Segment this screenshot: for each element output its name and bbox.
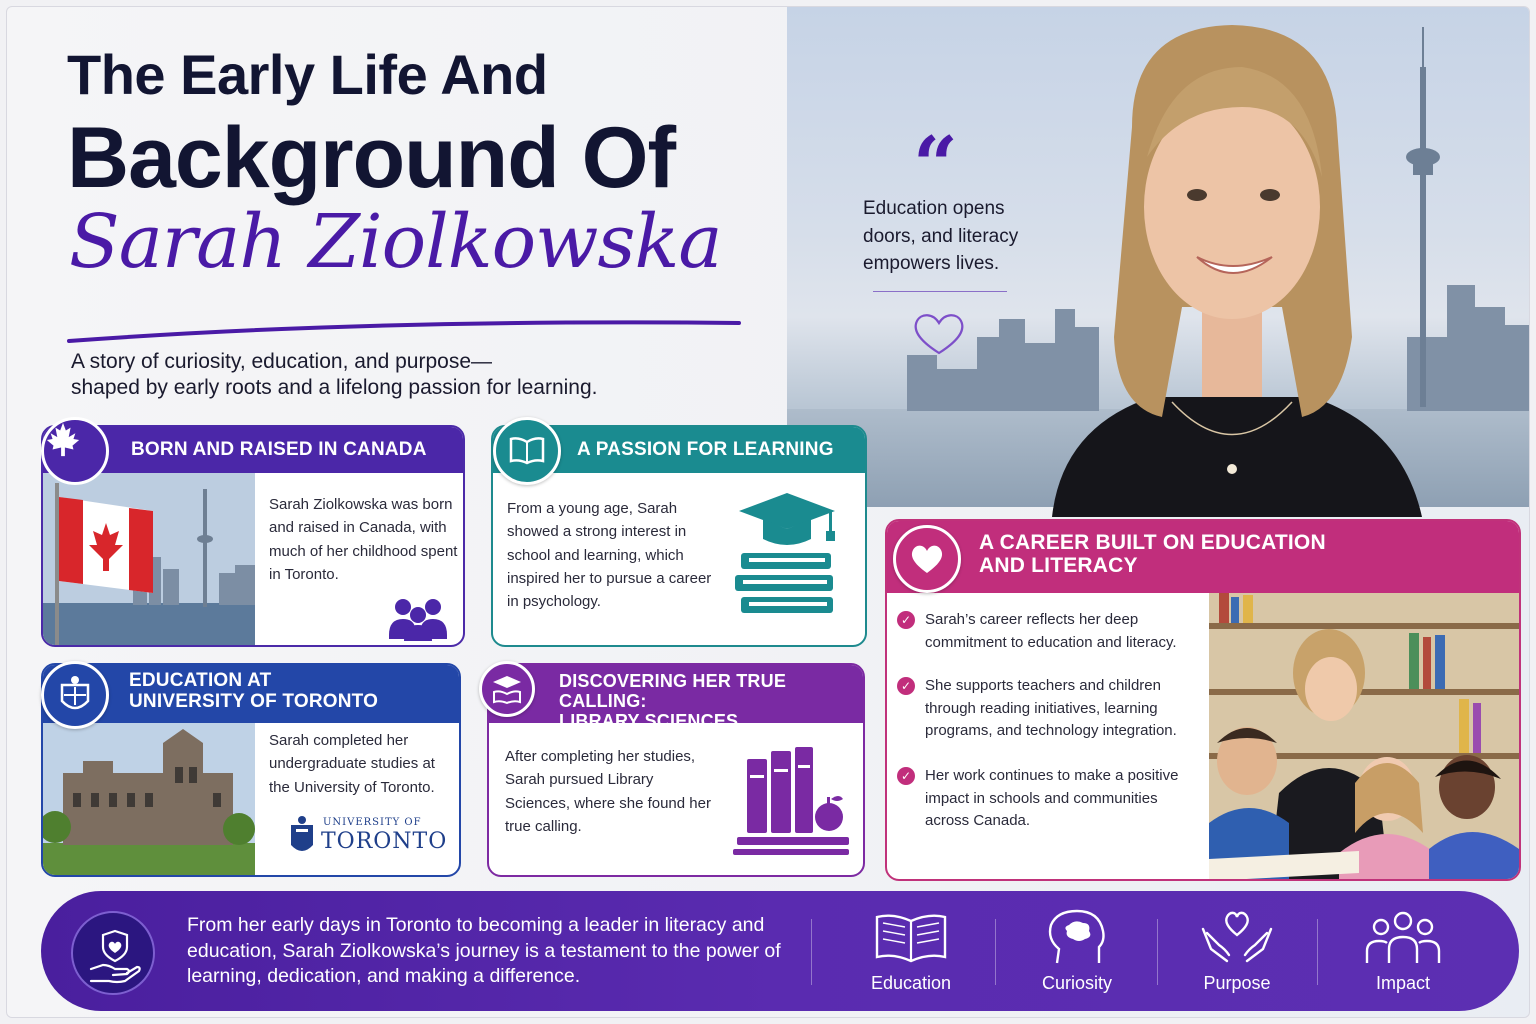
card-career-heading-1: A CAREER BUILT ON EDUCATION [979,531,1326,554]
career-point-3 [897,765,1197,833]
band-divider [1157,919,1158,985]
hands-heart-icon [1197,909,1277,965]
portrait-photo [982,7,1482,517]
hand-heart-shield-icon [71,911,155,995]
heart-icon [893,525,961,593]
check-icon: ✓ [897,611,915,629]
classroom-reading-photo [1209,593,1519,881]
card-calling-heading-2: LIBRARY SCIENCES [559,710,739,731]
career-point-1 [897,609,1197,654]
open-book-icon [871,909,951,965]
card-education-heading-2: UNIVERSITY OF TORONTO [129,690,379,712]
heart-outline-icon [911,309,967,357]
band-divider [1317,919,1318,985]
people-group-icon [387,595,449,641]
university-crest-icon [41,661,109,729]
value-impact [1333,909,1473,994]
check-icon: ✓ [897,677,915,695]
career-point-2-text: She supports teachers and children through reading initiatives, learning programs, and technology integration. [925,677,1177,739]
value-curiosity [1007,909,1147,994]
value-purpose [1167,909,1307,994]
card-education-heading-1: EDUCATION AT [129,670,272,691]
title-name: Sarah Ziolkowska [69,199,722,285]
card-true-calling [487,663,865,877]
card-passion-text: From a young age, Sarah showed a strong interest in school and learning, which inspired her to pursue a career in psychology. [507,500,712,610]
summary-text: From her early days in Toronto to becoming a leader in literacy and education, Sarah Ziolkowska’s journey is a testament to the power of learning, dedication, and making a difference. [187,914,781,988]
card-born-text: Sarah Ziolkowska was born and raised in Canada, with much of her childhood spent in Toronto. [269,496,458,583]
logo-university-of: UNIVERSITY OF [323,817,422,828]
value-purpose-label: Purpose [1203,973,1271,993]
career-point-1-text: Sarah’s career reflects her deep commitment to education and literacy. [925,611,1177,651]
title-underline [67,307,747,347]
value-curiosity-label: Curiosity [1041,973,1112,993]
subtitle [71,349,731,402]
brain-head-icon [1037,909,1117,965]
career-point-3-text: Her work continues to make a positive impact in schools and communities across Canada. [925,767,1179,829]
title-line-2: Background Of [67,110,676,206]
logo-toronto: TORONTO [321,829,448,854]
band-divider [995,919,996,985]
infographic-frame [6,6,1530,1018]
university-building-photo [43,723,255,877]
people-group-icon [1363,909,1443,965]
books-apple-icon [733,745,849,857]
quote-mark-icon: “ [913,120,958,211]
crest-icon [289,815,315,859]
value-education-label: Education [870,973,952,993]
band-divider [811,919,812,985]
check-icon: ✓ [897,767,915,785]
books-graduation-cap-icon [729,487,845,627]
value-impact-label: Impact [1375,973,1431,993]
value-education [841,909,981,994]
subtitle-line-1: A story of curiosity, education, and purpose— [71,350,493,373]
card-born-heading: BORN AND RAISED IN CANADA [43,427,463,473]
career-point-2 [897,675,1197,743]
maple-leaf-icon [41,417,109,485]
card-calling-heading-1: DISCOVERING HER TRUE CALLING: [559,671,787,711]
quote-text: Education opens doors, and literacy empowers lives. [863,198,1019,275]
toronto-flag-photo [43,473,255,647]
graduation-book-icon [479,661,535,717]
open-book-icon [493,417,561,485]
subtitle-line-2: shaped by early roots and a lifelong passion for learning. [71,376,598,400]
title-line-1: The Early Life And [67,43,548,106]
card-career-heading-2: AND LITERACY [979,554,1138,578]
university-of-toronto-logo [289,813,449,865]
card-education-text: Sarah completed her undergraduate studies at the University of Toronto. [269,732,435,796]
card-calling-text: After completing her studies, Sarah pursued Library Sciences, where she found her true calling. [505,748,711,835]
card-passion-heading: A PASSION FOR LEARNING [493,427,865,473]
